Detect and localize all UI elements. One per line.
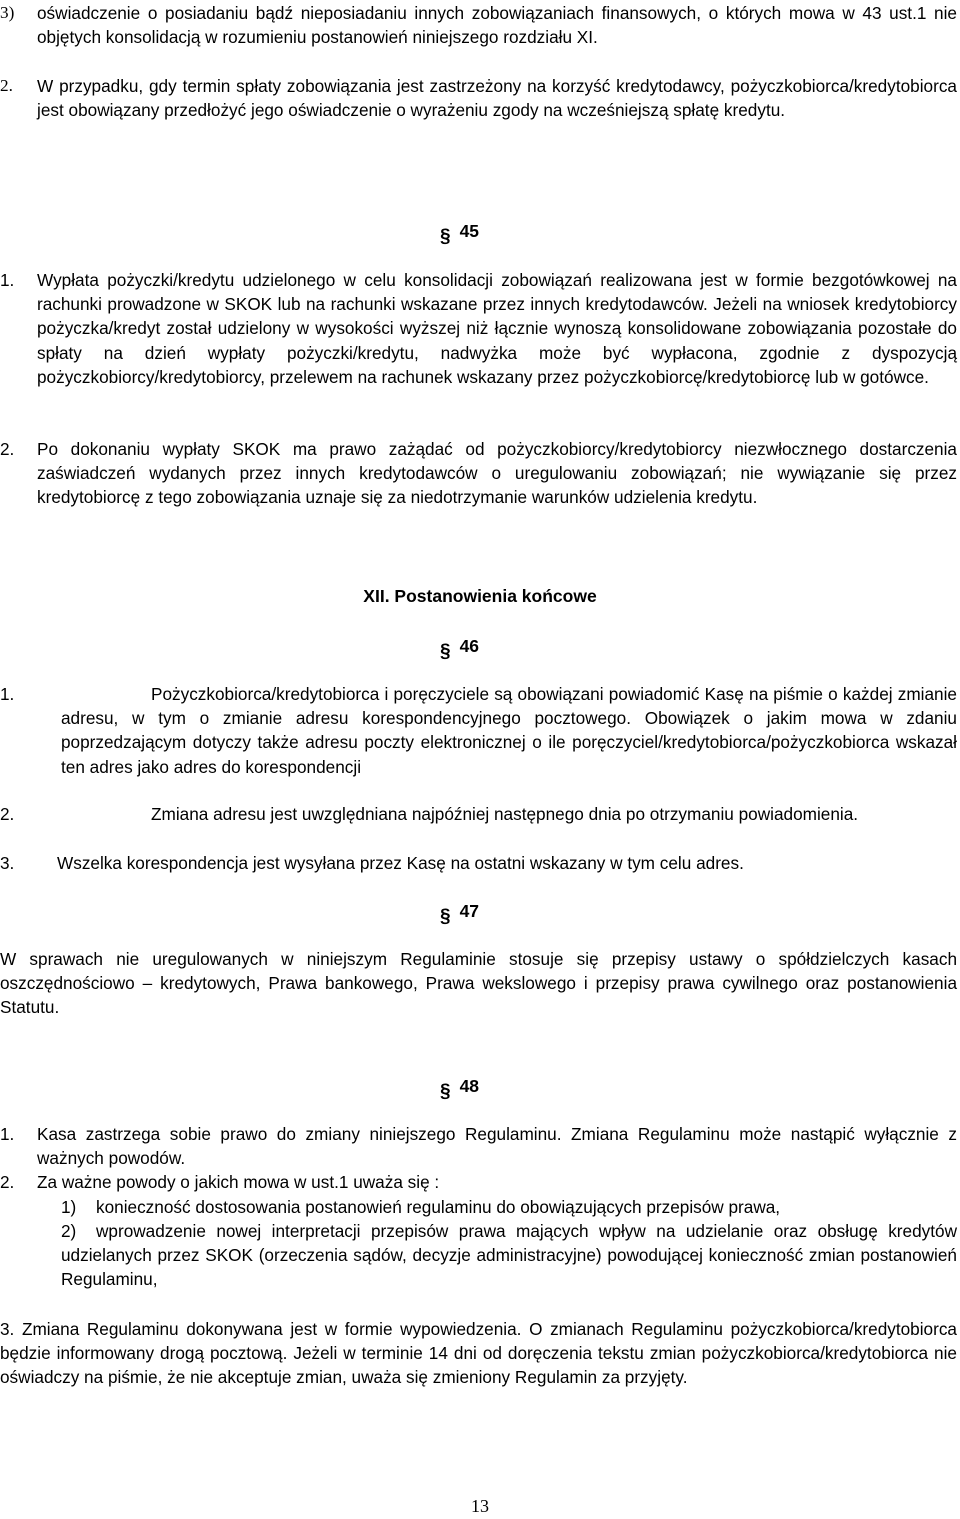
s48-sub1-number: 1): [61, 1197, 77, 1217]
s48-p2-text: Za ważne powody o jakich mowa w ust.1 uważa się :: [37, 1172, 440, 1192]
s45-p2-number: 2.: [0, 439, 15, 459]
item-2-text: W przypadku, gdy termin spłaty zobowiązania jest zastrzeżony na korzyść kredytodawcy, pożyczkobiorca/kredytobiorca jest obowiązany przedłożyć jego oświadczenie o wyrażeniu zgody na wcześniejszą spłatę kredytu.: [37, 76, 957, 121]
section-46-heading: [440, 634, 480, 662]
section-45-heading: [440, 219, 480, 247]
section-48-heading: [440, 1074, 480, 1102]
s46-p3-text: Wszelka korespondencja jest wysyłana przez Kasę na ostatni wskazany w tym celu adres.: [57, 853, 744, 873]
s48-p3-text: 3. Zmiana Regulaminu dokonywana jest w formie wypowiedzenia. O zmianach Regulaminu pożyczkobiorca/kredytobiorca będzie informowany drogą pocztową. Jeżeli w terminie 14 dni od doręczenia tekstu zmian pożyczkobiorca/kredytobiorca nie oświadczy na piśmie, że nie akceptuje zmian, uważa się zmieniony Regulamin za przyjęty.: [0, 1319, 957, 1388]
s45-p1-number: 1.: [0, 270, 15, 290]
section-symbol: §: [440, 226, 451, 247]
chapter-heading: XII. Postanowienia końcowe: [363, 586, 597, 606]
s48-sub1-text: konieczność dostosowania postanowień regulaminu do obowiązujących przepisów prawa,: [96, 1197, 781, 1217]
s46-p3-number: 3.: [0, 853, 15, 873]
s46-p1-number: 1.: [0, 684, 15, 704]
item-2-number: 2.: [0, 76, 13, 95]
section-symbol: §: [440, 641, 451, 662]
s46-p2-number: 2.: [0, 804, 15, 824]
s48-p1-text: Kasa zastrzega sobie prawo do zmiany niniejszego Regulaminu. Zmiana Regulaminu może nastąpić wyłącznie z ważnych powodów.: [37, 1124, 957, 1169]
section-number: 46: [459, 636, 480, 656]
section-symbol: §: [440, 1081, 451, 1102]
s46-p1-text: Pożyczkobiorca/kredytobiorca i poręczyciele są obowiązani powiadomić Kasę na piśmie o każdej zmianie adresu, w tym o zmianie adresu korespondencyjnego pocztowego. Obowiązek o jakim mowa w zdaniu poprzedzającym dotyczy także adresu poczty elektronicznej o ile poręczyciel/kredytobiorca/pożyczkobiorca wskazał ten adres jako adres do korespondencji: [61, 684, 957, 777]
s45-p1-text: Wypłata pożyczki/kredytu udzielonego w celu konsolidacji zobowiązań realizowana jest w formie bezgotówkowej na rachunki prowadzone w SKOK lub na rachunki wskazane przez innych kredytodawców. Jeżeli na wniosek kredytobiorcy pożyczka/kredyt został udzielony w wysokości wyższej niż łącznie wynoszą konsolidowane zobowiązania pozostałe do spłaty na dzień wypłaty pożyczki/kredytu, nadwyżka może być wypłacona, zgodnie z dyspozycją pożyczkobiorcy/kredytobiorcy, przelewem na rachunek wskazany przez pożyczkobiorcę/kredytobiorcę lub w gotówce.: [37, 270, 957, 387]
s47-text: W sprawach nie uregulowanych w niniejszym Regulaminie stosuje się przepisy ustawy o spółdzielczych kasach oszczędnościowo – kredytowych, Prawa bankowego, Prawa wekslowego i przepisy prawa cywilnego oraz postanowienia Statutu.: [0, 949, 957, 1018]
s48-p1-number: 1.: [0, 1124, 15, 1144]
s46-p2-text: Zmiana adresu jest uwzględniana najpóźniej następnego dnia po otrzymaniu powiadomienia.: [151, 804, 859, 824]
s45-p2-text: Po dokonaniu wypłaty SKOK ma prawo zażądać od pożyczkobiorcy/kredytobiorcy niezwłocznego dostarczenia zaświadczeń wydanych przez innych kredytodawców o uregulowaniu zobowiązań; nie wywiązanie się przez kredytobiorcę z tego zobowiązania uznaje się za niedotrzymanie warunków udzielenia kredytu.: [37, 439, 957, 508]
section-symbol: §: [440, 906, 451, 927]
section-number: 48: [459, 1076, 480, 1096]
section-number: 45: [459, 221, 480, 241]
section-47-heading: [440, 899, 480, 927]
s48-p2-number: 2.: [0, 1172, 15, 1192]
section-number: 47: [459, 901, 480, 921]
item-3-number: 3): [0, 3, 15, 22]
item-3-text: oświadczenie o posiadaniu bądź nieposiadaniu innych zobowiązaniach finansowych, o których mowa w 43 ust.1 nie objętych konsolidacją w rozumieniu postanowień niniejszego rozdziału XI.: [37, 3, 957, 48]
s48-sub2-number: 2): [61, 1221, 77, 1241]
s48-sub2-text: wprowadzenie nowej interpretacji przepisów prawa mających wpływ na udzielanie oraz obsługę kredytów udzielanych przez SKOK (orzeczenia sądów, decyzje administracyjne) powodującej konieczność zmian postanowień Regulaminu,: [61, 1221, 957, 1290]
page-number: 13: [471, 1496, 489, 1516]
